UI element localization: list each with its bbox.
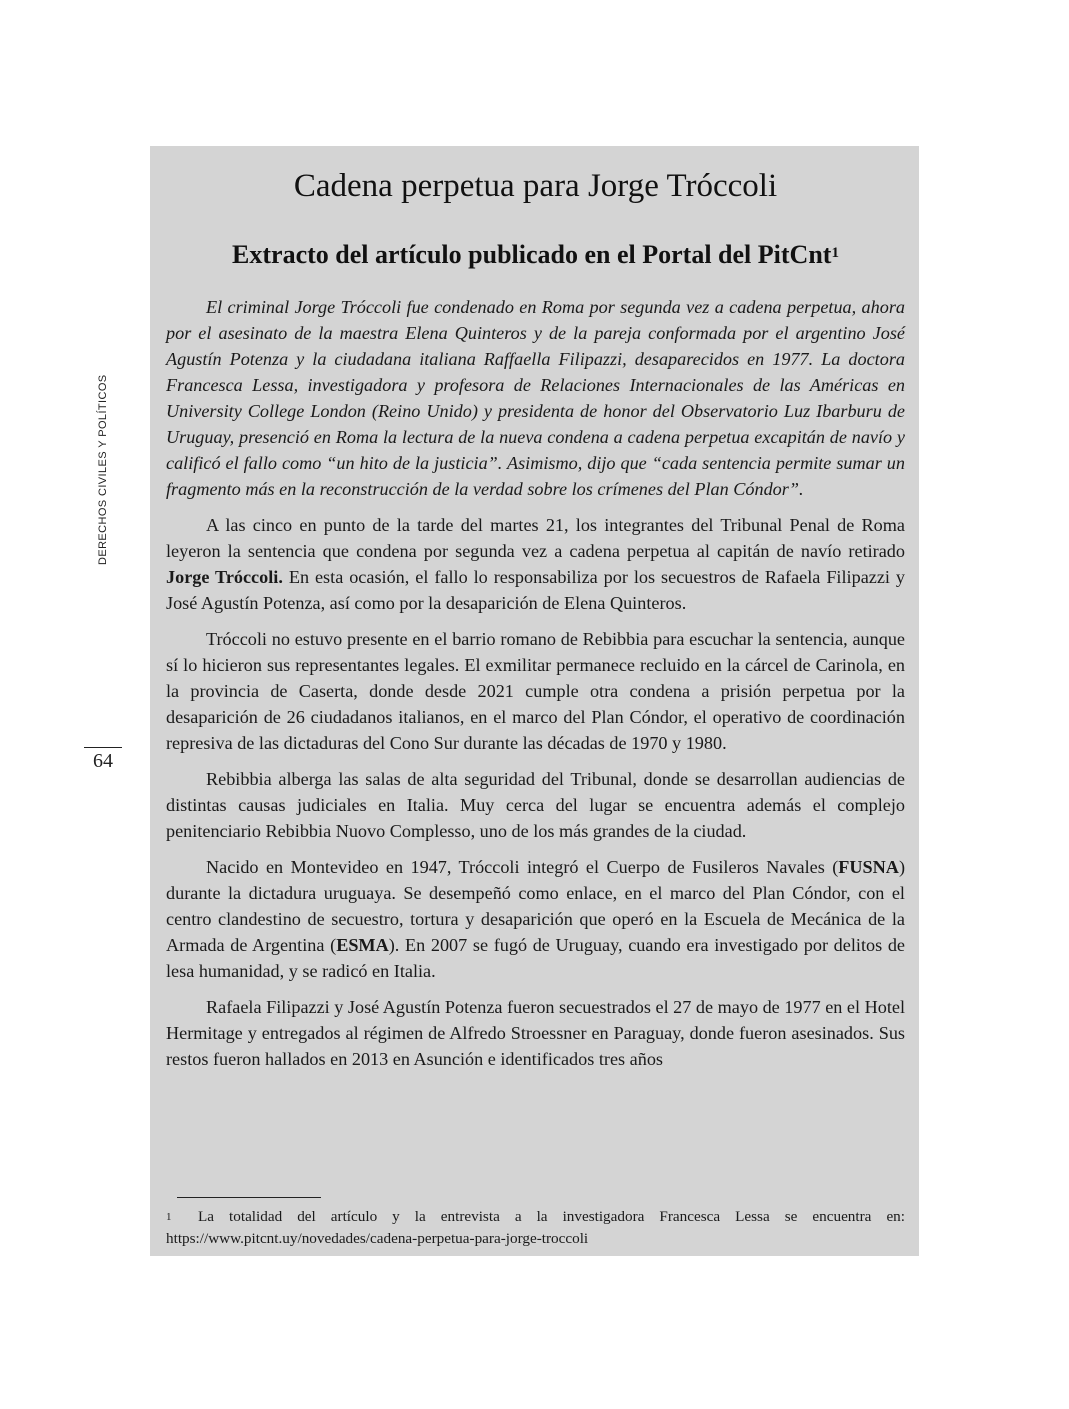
paragraph-1	[166, 512, 905, 616]
article-box	[150, 146, 919, 1256]
footnote	[166, 1206, 905, 1250]
subtitle-footnote-mark: 1	[831, 245, 839, 261]
subtitle-text: Extracto del artículo publicado en el Portal del PitCnt	[232, 240, 832, 269]
paragraph-5: Rafaela Filipazzi y José Agustín Potenza fueron secuestrados el 27 de mayo de 1977 en el Hotel Hermitage y entregados al régimen de Alfredo Stroessner en Paraguay, donde fueron asesinados. Sus restos fueron hallados en 2013 en Asunción e identificados tres años	[166, 997, 906, 1069]
paragraph-4-bold-fusna: FUSNA	[838, 857, 899, 877]
footnote-text: La totalidad del artículo y la entrevista a la investigadora Francesca Lessa se encuentra en: https://www.pitcnt.uy/novedades/cadena-perpetua-para-jorge-troccoli	[166, 1208, 905, 1247]
article-title: Cadena perpetua para Jorge Tróccoli	[293, 168, 778, 204]
page-number: 64	[93, 750, 113, 772]
paragraph-4	[166, 854, 905, 984]
footnote-rule	[177, 1197, 321, 1198]
paragraph-1-after: En esta ocasión, el fallo lo responsabiliza por los secuestros de Rafaela Filipazzi y José Agustín Potenza, así como por la desaparición de Elena Quinteros.	[166, 567, 905, 613]
paragraph-4-part3: ). En 2007 se fugó de Uruguay, cuando era investigado por delitos de lesa humanidad, y se radicó en Italia.	[166, 935, 905, 981]
side-section-label: DERECHOS CIVILES Y POLÍTICOS	[97, 374, 109, 565]
paragraph-4-part2: ) durante la dictadura uruguaya. Se desempeñó como enlace, en el marco del Plan Cóndor, con el centro clandestino de secuestro, tortura y desaparición que operó en la Escuela de Mecánica de la Armada de Argentina (	[166, 857, 905, 955]
paragraph-1-bold: Jorge Tróccoli.	[166, 567, 283, 587]
footnote-mark: 1	[166, 1211, 172, 1223]
intro-paragraph: El criminal Jorge Tróccoli fue condenado en Roma por segunda vez a cadena perpetua, ahora por el asesinato de la maestra Elena Quinteros y de la pareja conformada por el argentino José Agustín Potenza y la ciudadana italiana Raffaella Filipazzi, desaparecidos en 1977. La doctora Francesca Lessa, investigadora y profesora de Relaciones Internacionales de las Américas en University College London (Reino Unido) y presidenta de honor del Observatorio Luz Ibarburu de Uruguay, presenció en Roma la lectura de la nueva condena a cadena perpetua excapitán de navío y calificó el fallo como “un hito de la justicia”. Asimismo, dijo que “cada sentencia permite sumar un fragmento más en la reconstrucción de la verdad sobre los crímenes del Plan Cóndor”.	[166, 297, 905, 499]
paragraph-3: Rebibbia alberga las salas de alta seguridad del Tribunal, donde se desarrollan audiencias de distintas causas judiciales en Italia. Muy cerca del lugar se encuentra además el complejo penitenciario Rebibbia Nuovo Complesso, uno de los más grandes de la ciudad.	[166, 769, 905, 841]
paragraph-1-before: A las cinco en punto de la tarde del martes 21, los integrantes del Tribunal Penal de Roma leyeron la sentencia que condena por segunda vez a cadena perpetua al capitán de navío retirado	[166, 515, 905, 561]
paragraph-4-bold-esma: ESMA	[336, 935, 389, 955]
page-number-rule	[84, 747, 122, 748]
article-subtitle	[166, 238, 905, 272]
paragraph-2: Tróccoli no estuvo presente en el barrio romano de Rebibbia para escuchar la sentencia, aunque sí lo hicieron sus representantes legales. El exmilitar permanece recluido en la cárcel de Carinola, en la provincia de Caserta, donde desde 2021 cumple otra condena a prisión perpetua por la desaparición de 26 ciudadanos italianos, en el marco del Plan Cóndor, el operativo de coordinación represiva de las dictaduras del Cono Sur durante las décadas de 1970 y 1980.	[166, 629, 905, 753]
paragraph-4-part1: Nacido en Montevideo en 1947, Tróccoli integró el Cuerpo de Fusileros Navales (	[206, 857, 839, 877]
